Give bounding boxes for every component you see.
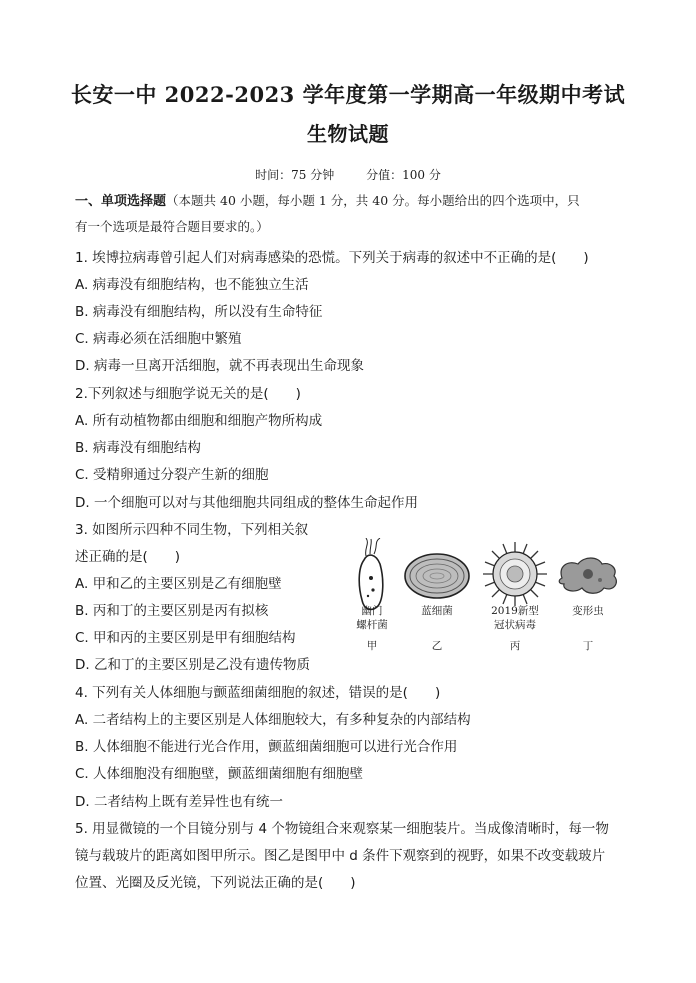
coronavirus-icon	[483, 542, 547, 606]
q1-option-b: B. 病毒没有细胞结构，所以没有生命特征	[75, 304, 323, 320]
q4-option-c: C. 人体细胞没有细胞壁，颤蓝细菌细胞有细胞壁	[75, 766, 364, 782]
q3-option-c: C. 甲和丙的主要区别是甲有细胞结构	[75, 630, 296, 646]
organism-tag-ding: 丁	[582, 640, 594, 652]
organism-tag-bing: 丙	[509, 640, 521, 652]
cyanobacterium-icon	[405, 554, 469, 598]
q3-option-a: A. 甲和乙的主要区别是乙有细胞壁	[75, 576, 282, 592]
exam-time: 时间：75 分钟	[255, 168, 335, 182]
section-instruction-1: （本题共 40 小题，每小题 1 分，共 40 分。每小题给出的四个选项中，只	[166, 193, 580, 208]
organism-label-ding	[555, 604, 621, 618]
exam-score: 分值：100 分	[366, 168, 441, 182]
exam-subject: 生物试题	[307, 122, 389, 146]
organism-name: 冠状病毒	[494, 619, 536, 631]
organism-name: 变形虫	[572, 605, 604, 617]
organism-name: 蓝细菌	[421, 605, 453, 617]
q4-option-d: D. 二者结构上既有差异性也有统一	[75, 794, 283, 810]
organism-label-yi	[404, 604, 470, 618]
bacterium-icon	[359, 538, 383, 609]
q1-option-c: C. 病毒必须在活细胞中繁殖	[75, 331, 242, 347]
q1-option-a: A. 病毒没有细胞结构，也不能独立生活	[75, 277, 309, 293]
organisms-figure	[352, 538, 622, 656]
organism-tag-jia: 甲	[366, 640, 378, 652]
q3-option-b: B. 丙和丁的主要区别是丙有拟核	[75, 603, 269, 619]
q1-option-d: D. 病毒一旦离开活细胞，就不再表现出生命现象	[75, 358, 364, 374]
organism-label-jia	[339, 604, 405, 632]
organism-name: 2019新型	[491, 605, 539, 617]
q4-option-a: A. 二者结构上的主要区别是人体细胞较大，有多种复杂的内部结构	[75, 712, 471, 728]
q2-stem: 2.下列叙述与细胞学说无关的是( )	[75, 386, 301, 402]
q2-option-a: A. 所有动植物都由细胞和细胞产物所构成	[75, 413, 323, 429]
q1-stem: 1. 埃博拉病毒曾引起人们对病毒感染的恐慌。下列关于病毒的叙述中不正确的是( )	[75, 250, 589, 266]
organism-label-bing	[482, 604, 548, 632]
organism-tag-yi: 乙	[431, 640, 443, 652]
organism-name: 幽门	[361, 605, 383, 617]
q2-option-d: D. 一个细胞可以对与其他细胞共同组成的整体生命起作用	[75, 495, 418, 511]
q5-stem-2: 镜与载玻片的距离如图甲所示。图乙是图甲中 d 条件下观察到的视野，如果不改变载玻片	[75, 848, 606, 864]
q5-stem-3: 位置、光圈及反光镜，下列说法正确的是( )	[75, 875, 356, 891]
section-heading: 一、单项选择题	[75, 194, 167, 209]
q2-option-b: B. 病毒没有细胞结构	[75, 440, 201, 456]
q4-option-b: B. 人体细胞不能进行光合作用，颤蓝细菌细胞可以进行光合作用	[75, 739, 458, 755]
section-instruction	[75, 190, 580, 209]
exam-meta	[0, 166, 696, 183]
q5-stem-1: 5. 用显微镜的一个目镜分别与 4 个物镜组合来观察某一细胞装片。当成像清晰时，每一物	[75, 821, 609, 837]
exam-title: 长安一中 2022-2023 学年度第一学期高一年级期中考试	[70, 82, 626, 107]
organism-name: 螺杆菌	[356, 619, 388, 631]
amoeba-icon	[559, 558, 616, 593]
q3-stem-2: 述正确的是( )	[75, 549, 181, 565]
q2-option-c: C. 受精卵通过分裂产生新的细胞	[75, 467, 269, 483]
q3-option-d: D. 乙和丁的主要区别是乙没有遗传物质	[75, 657, 310, 673]
section-instruction-2: 有一个选项是最符合题目要求的。）	[75, 219, 269, 234]
q4-stem: 4. 下列有关人体细胞与颤蓝细菌细胞的叙述，错误的是( )	[75, 685, 441, 701]
q3-stem-1: 3. 如图所示四种不同生物，下列相关叙	[75, 522, 309, 538]
